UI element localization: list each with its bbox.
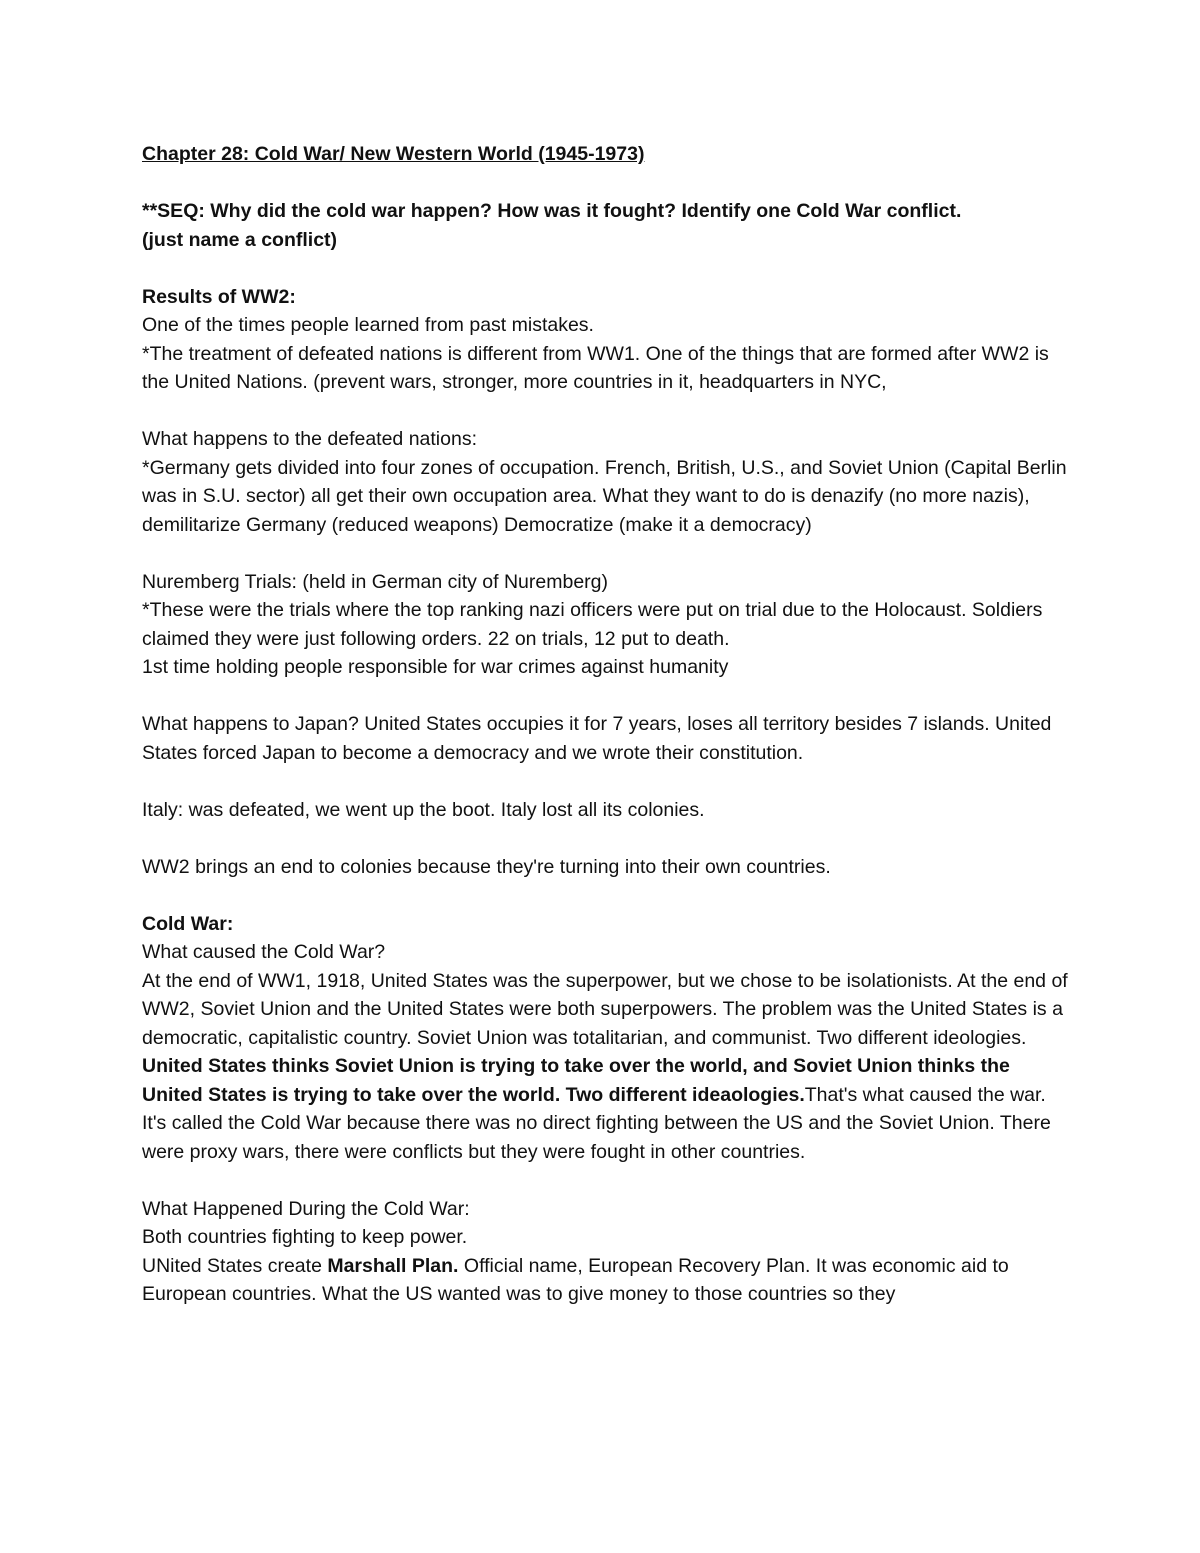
marshall-plan-paragraph — [142, 1252, 1072, 1309]
cold-war-text-2: That's what caused the war. It's called the Cold War because there was no direct fighting between the US and the Soviet Union. There were proxy wars, there were conflicts but they were fought in other countries. — [142, 1083, 1051, 1163]
marshall-plan-bold: Marshall Plan. — [327, 1254, 459, 1277]
cold-war-paragraph — [142, 967, 1072, 1167]
defeated-nations-heading: What happens to the defeated nations: — [142, 428, 477, 450]
section-heading-results-ww2: Results of WW2: — [142, 285, 296, 308]
spacer — [142, 169, 1072, 198]
spacer — [142, 254, 1072, 283]
spacer — [142, 824, 1072, 853]
japan-paragraph: What happens to Japan? United States occupies it for 7 years, loses all territory besides 7 islands. United States forced Japan to become a democracy and we wrote their constitution. — [142, 713, 1052, 764]
during-cold-war-line: Both countries fighting to keep power. — [142, 1226, 468, 1248]
colonies-paragraph: WW2 brings an end to colonies because they're turning into their own countries. — [142, 855, 831, 878]
italy-paragraph: Italy: was defeated, we went up the boot. Italy lost all its colonies. — [142, 798, 705, 821]
seq-line-2: (just name a conflict) — [142, 228, 338, 251]
results-ww2-paragraph: *The treatment of defeated nations is different from WW1. One of the things that are formed after WW2 is the United Nations. (prevent wars, stronger, more countries in it, headquarters in NYC, — [142, 342, 1049, 393]
section-heading-cold-war: Cold War: — [142, 912, 234, 935]
spacer — [142, 1166, 1072, 1195]
results-ww2-line: One of the times people learned from past mistakes. — [142, 314, 594, 336]
document-body — [142, 140, 1072, 1309]
marshall-plan-pre: UNited States create — [142, 1254, 328, 1277]
cold-war-question: What caused the Cold War? — [142, 941, 386, 963]
document-title: Chapter 28: Cold War/ New Western World (1945-1973) — [142, 143, 645, 165]
during-cold-war-heading: What Happened During the Cold War: — [142, 1197, 470, 1220]
spacer — [142, 682, 1072, 711]
seq-line-1: **SEQ: Why did the cold war happen? How was it fought? Identify one Cold War conflict. — [142, 200, 962, 222]
spacer — [142, 539, 1072, 568]
cold-war-text-1: At the end of WW1, 1918, United States was the superpower, but we chose to be isolationists. At the end of WW2, Soviet Union and the United States were both superpowers. The problem was the United States is a democratic, capitalistic country. Soviet Union was totalitarian, and communist. Two different ideologies. — [142, 969, 1068, 1049]
spacer — [142, 397, 1072, 426]
nuremberg-line: 1st time holding people responsible for war crimes against humanity — [142, 656, 729, 678]
nuremberg-paragraph: *These were the trials where the top ranking nazi officers were put on trial due to the Holocaust. Soldiers claimed they were just following orders. 22 on trials, 12 put to death. — [142, 599, 1043, 650]
spacer — [142, 881, 1072, 910]
cold-war-bold-text: United States thinks Soviet Union is trying to take over the world, and Soviet Union thinks the United States is trying to take over the world. Two different ideaologies. — [142, 1055, 1010, 1106]
defeated-nations-paragraph: *Germany gets divided into four zones of occupation. French, British, U.S., and Soviet Union (Capital Berlin was in S.U. sector) all get their own occupation area. What they want to do is denazify (no more nazis), demilitarize Germany (reduced weapons) Democratize (make it a democracy) — [142, 456, 1067, 536]
spacer — [142, 767, 1072, 796]
marshall-plan-post: Official name, European Recovery Plan. It was economic aid to European countries. What the US wanted was to give money to those countries so they — [142, 1254, 1009, 1305]
nuremberg-heading: Nuremberg Trials: (held in German city of Nuremberg) — [142, 570, 608, 593]
